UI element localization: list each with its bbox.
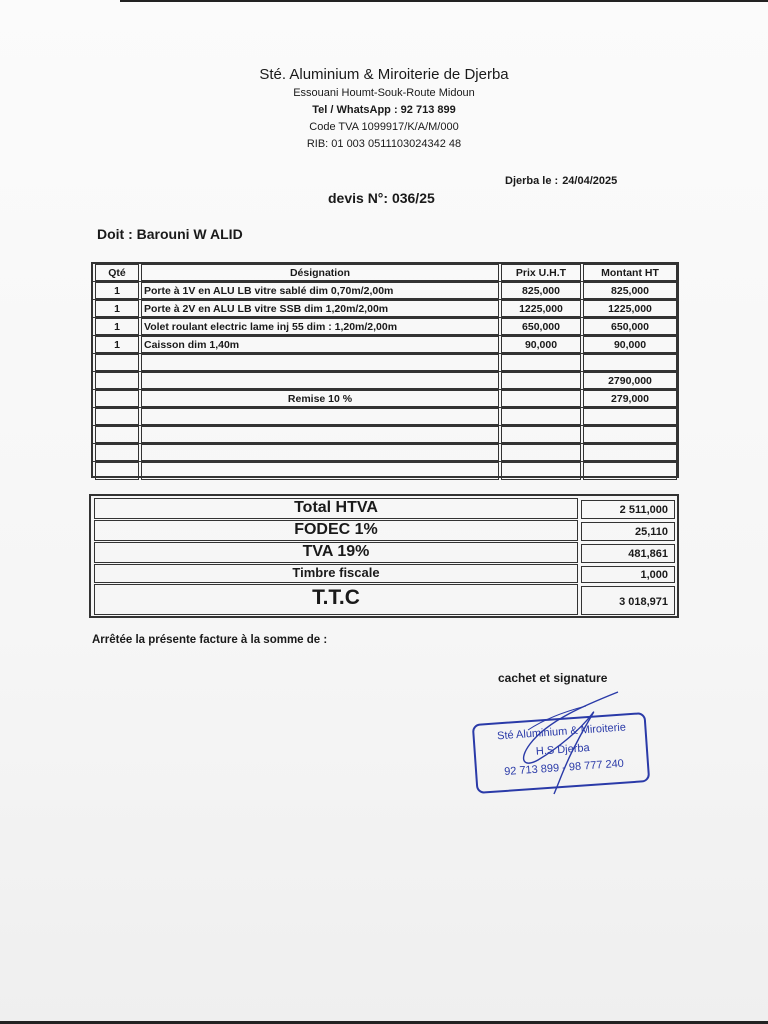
row-montant: 650,000: [583, 318, 677, 335]
fodec-value: 25,110: [581, 522, 675, 541]
row-designation: [141, 354, 499, 371]
fodec-row: [91, 518, 677, 542]
row-prix: [501, 444, 581, 461]
table-row: [93, 426, 677, 444]
row-designation: [141, 372, 499, 389]
row-qte: [95, 426, 139, 443]
company-address: Essouani Houmt-Souk-Route Midoun: [293, 87, 475, 99]
company-rib: RIB: 01 003 0511103024342 48: [306, 138, 462, 150]
row-designation: Porte à 1V en ALU LB vitre sablé dim 0,70m/2,00m: [141, 282, 499, 299]
place-label: Djerba le :: [505, 175, 559, 187]
row-prix: [501, 462, 581, 480]
row-montant: 90,000: [583, 336, 677, 353]
row-prix: 90,000: [501, 336, 581, 353]
table-row: [93, 372, 677, 390]
row-prix: [501, 408, 581, 425]
devis-number: devis N°: 036/25: [328, 190, 435, 206]
table-row: [93, 300, 677, 318]
fodec-label: FODEC 1%: [94, 520, 578, 541]
row-designation: Volet roulant electric lame inj 55 dim : 1,20m/2,00m: [141, 318, 499, 335]
row-designation: [141, 462, 499, 480]
stamp-phones: 92 713 899 - 98 777 240: [503, 757, 625, 778]
row-qte: 1: [95, 300, 139, 317]
row-montant: [583, 426, 677, 443]
row-montant: [583, 462, 677, 480]
totals-table: [89, 494, 679, 618]
table-row: [93, 318, 677, 336]
table-row: [93, 282, 677, 300]
ttc-label: T.T.C: [94, 584, 578, 615]
handwritten-signature: [468, 690, 658, 810]
header-montant: Montant HT: [583, 264, 677, 281]
top-edge-line: [120, 0, 768, 2]
timbre-label: Timbre fiscale: [94, 564, 578, 583]
row-subtotal: 2790,000: [583, 372, 677, 389]
row-prix: [501, 390, 581, 407]
row-prix: [501, 372, 581, 389]
timbre-value: 1,000: [581, 566, 675, 583]
row-montant: [583, 408, 677, 425]
row-designation: Porte à 2V en ALU LB vitre SSB dim 1,20m/2,00m: [141, 300, 499, 317]
timbre-row: [91, 562, 677, 584]
row-qte: [95, 354, 139, 371]
row-discount-label: Remise 10 %: [141, 390, 499, 407]
row-montant: [583, 354, 677, 371]
row-prix: 1225,000: [501, 300, 581, 317]
invoice-date: 24/04/2025: [562, 175, 618, 187]
row-montant: 825,000: [583, 282, 677, 299]
total-htva-label: Total HTVA: [94, 498, 578, 519]
table-row: [93, 408, 677, 426]
row-prix: [501, 354, 581, 371]
row-designation: Caisson dim 1,40m: [141, 336, 499, 353]
table-row: [93, 336, 677, 354]
row-qte: [95, 372, 139, 389]
row-designation: [141, 408, 499, 425]
stamp-signature-label: cachet et signature: [498, 671, 608, 685]
tva-row: [91, 540, 677, 564]
header-prix: Prix U.H.T: [501, 264, 581, 281]
row-prix: [501, 426, 581, 443]
table-row: [93, 354, 677, 372]
amount-in-words-label: Arrêtée la présente facture à la somme de :: [92, 634, 328, 646]
stamp-location: H.S Djerba: [535, 742, 591, 758]
total-htva-row: [91, 496, 677, 520]
row-qte: [95, 390, 139, 407]
row-montant: 1225,000: [583, 300, 677, 317]
table-row: [93, 462, 677, 480]
company-name: Sté. Aluminium & Miroiterie de Djerba: [259, 66, 509, 83]
company-tva-code: Code TVA 1099917/K/A/M/000: [309, 121, 459, 133]
row-qte: [95, 462, 139, 480]
place-date: [505, 175, 617, 187]
total-htva-value: 2 511,000: [581, 500, 675, 519]
ttc-value: 3 018,971: [581, 586, 675, 615]
company-phone: Tel / WhatsApp : 92 713 899: [312, 104, 456, 116]
tva-value: 481,861: [581, 544, 675, 563]
row-prix: 650,000: [501, 318, 581, 335]
row-designation: [141, 444, 499, 461]
row-qte: 1: [95, 336, 139, 353]
row-prix: 825,000: [501, 282, 581, 299]
stamp-company-name: Sté Aluminium & Miroiterie: [496, 721, 627, 743]
items-table: [91, 262, 679, 478]
header-designation: Désignation: [141, 264, 499, 281]
row-designation: [141, 426, 499, 443]
row-qte: [95, 444, 139, 461]
table-row: [93, 390, 677, 408]
row-discount-amount: 279,000: [583, 390, 677, 407]
client-name: Doit : Barouni W ALID: [97, 226, 243, 242]
table-header-row: [93, 264, 677, 282]
table-row: [93, 444, 677, 462]
row-qte: 1: [95, 282, 139, 299]
row-montant: [583, 444, 677, 461]
header-qte: Qté: [95, 264, 139, 281]
row-qte: 1: [95, 318, 139, 335]
ttc-row: [91, 582, 677, 616]
company-stamp: [468, 690, 658, 810]
row-qte: [95, 408, 139, 425]
tva-label: TVA 19%: [94, 542, 578, 563]
